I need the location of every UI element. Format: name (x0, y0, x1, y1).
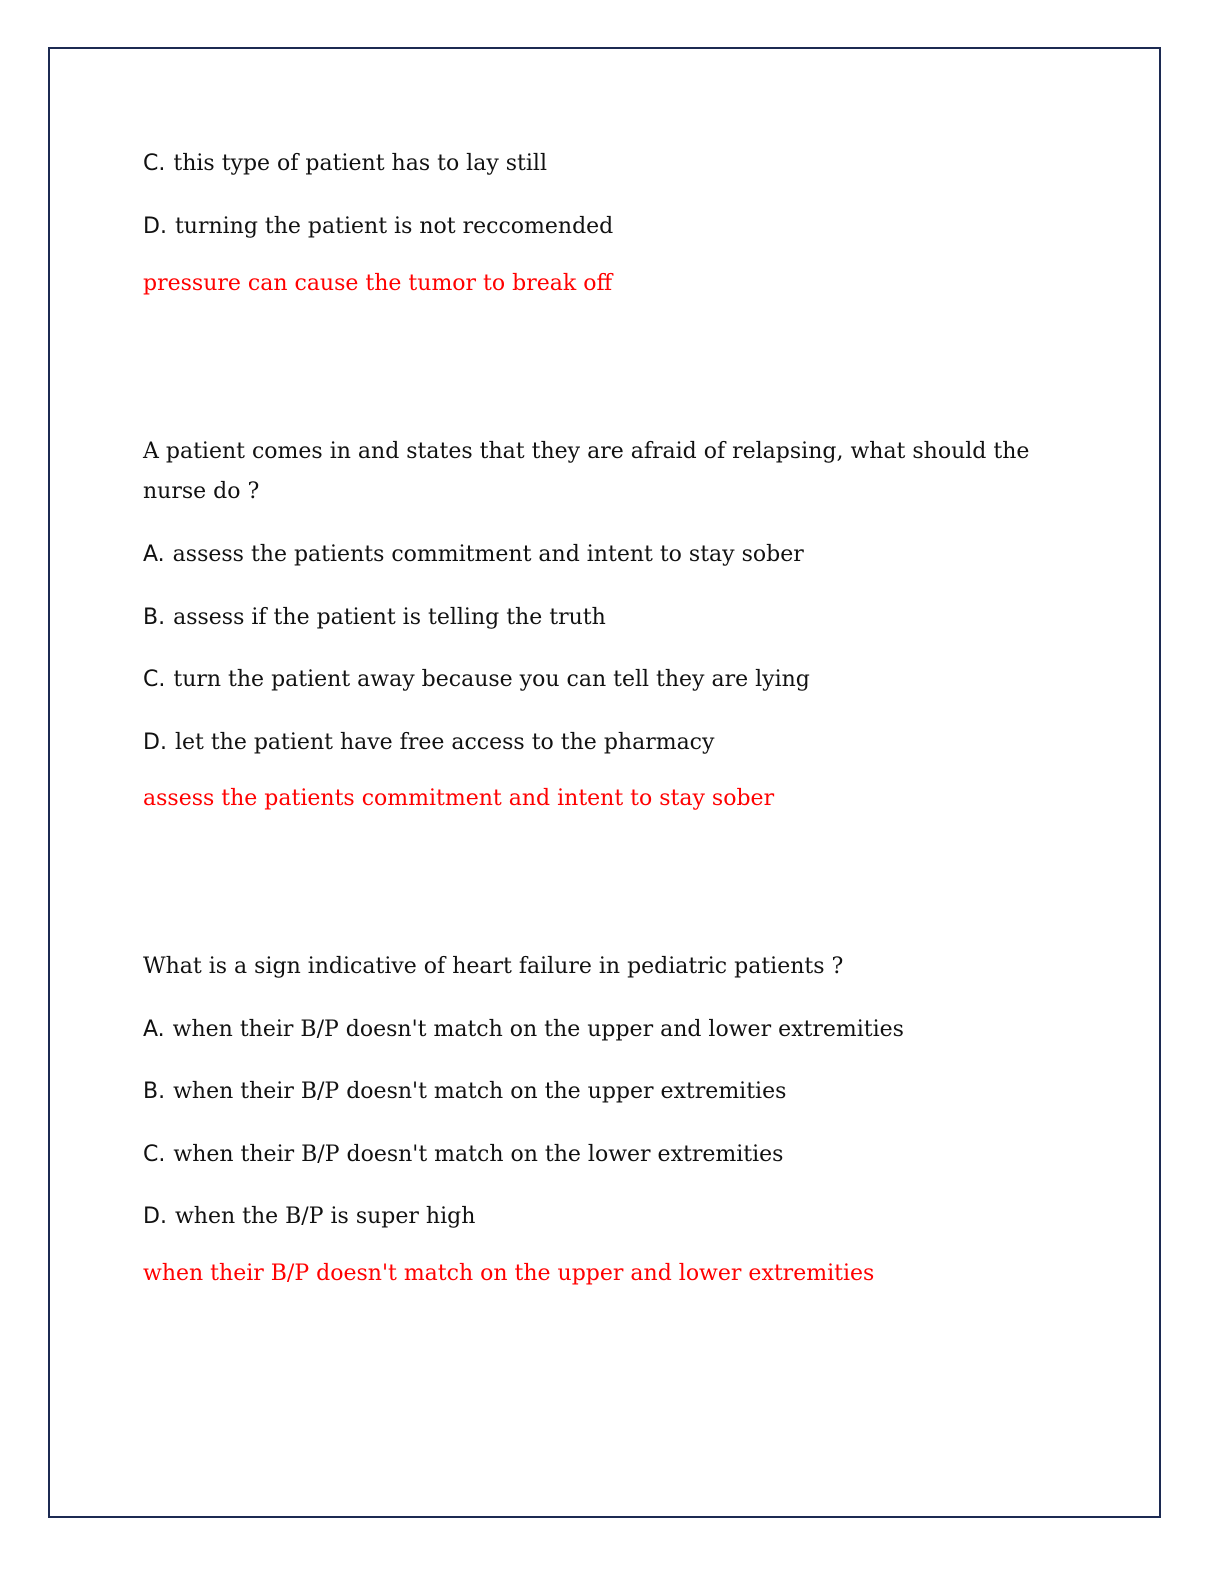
option-letter: D. (143, 730, 167, 755)
option-d (143, 207, 613, 247)
option-letter: C. (143, 667, 166, 692)
option-text: assess if the patient is telling the truth (173, 605, 606, 630)
option-letter: B. (143, 605, 166, 630)
option-text: let the patient have free access to the pharmacy (174, 730, 715, 755)
option-text: when the B/P is super high (174, 1204, 476, 1229)
option-b (143, 598, 606, 638)
option-letter: C. (143, 1142, 166, 1167)
option-letter: D. (143, 214, 167, 239)
option-letter: C. (143, 151, 166, 176)
option-letter: B. (143, 1079, 166, 1104)
option-letter: D. (143, 1204, 167, 1229)
option-text: turning the patient is not reccomended (174, 214, 614, 239)
option-d (143, 723, 714, 763)
question-text: What is a sign indicative of heart failure in pediatric patients ? (143, 954, 844, 979)
option-letter: A. (143, 542, 165, 567)
answer-text: assess the patients commitment and intent to stay sober (143, 786, 775, 811)
option-c (143, 1135, 783, 1175)
answer-text: pressure can cause the tumor to break off (143, 271, 613, 296)
option-c (143, 144, 547, 184)
option-text: when their B/P doesn't match on the upper and lower extremities (172, 1017, 904, 1042)
option-d (143, 1197, 475, 1237)
answer-text: when their B/P doesn't match on the upper and lower extremities (143, 1261, 875, 1286)
option-letter: A. (143, 1017, 165, 1042)
option-a (143, 535, 804, 575)
option-text: assess the patients commitment and intent to stay sober (172, 542, 804, 567)
option-a (143, 1010, 904, 1050)
option-text: this type of patient has to lay still (173, 151, 547, 176)
option-text: when their B/P doesn't match on the upper extremities (173, 1079, 787, 1104)
option-text: turn the patient away because you can tell they are lying (173, 667, 810, 692)
question-text: A patient comes in and states that they are afraid of relapsing, what should the nurse do ? (143, 439, 1030, 504)
option-b (143, 1072, 786, 1112)
option-c (143, 660, 810, 700)
option-text: when their B/P doesn't match on the lower extremities (173, 1142, 784, 1167)
